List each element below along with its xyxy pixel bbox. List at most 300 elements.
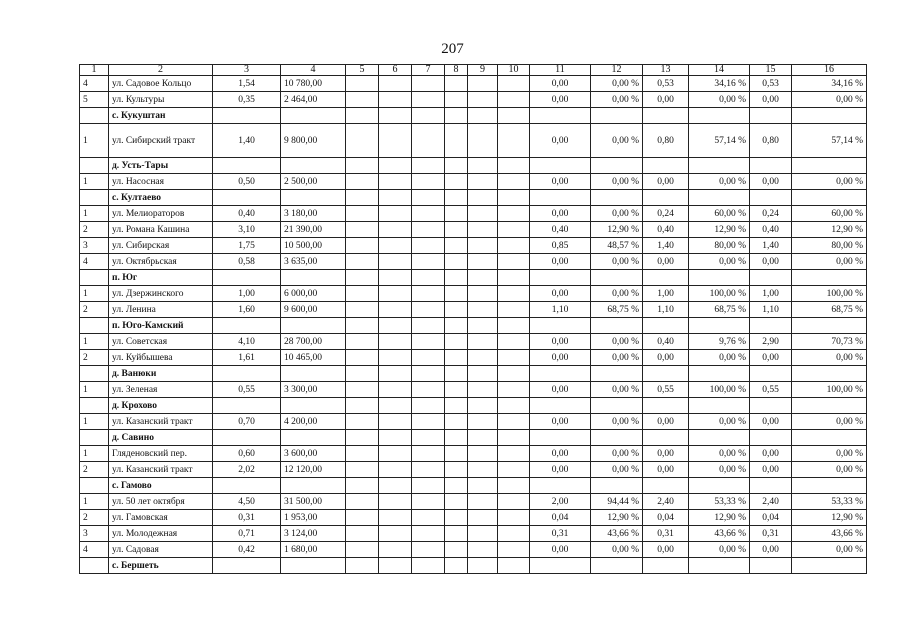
length: 2,02: [213, 462, 281, 478]
table-row: [80, 286, 867, 302]
col7: [412, 462, 445, 478]
row-number: 2: [80, 350, 109, 366]
col9: [468, 302, 498, 318]
empty-cell: [498, 190, 530, 206]
length: 0,60: [213, 446, 281, 462]
table-row: [80, 238, 867, 254]
col11: 0,00: [530, 542, 591, 558]
empty-cell: [468, 430, 498, 446]
col15: 0,00: [750, 414, 792, 430]
length: 1,60: [213, 302, 281, 318]
col11: 0,00: [530, 462, 591, 478]
column-header-10: 10: [498, 65, 530, 76]
empty-cell: [498, 318, 530, 334]
empty-cell: [792, 430, 867, 446]
street-name: ул. Казанский тракт: [109, 462, 213, 478]
section-row: [80, 366, 867, 382]
empty-cell: [643, 108, 689, 124]
col7: [412, 124, 445, 158]
col11: 0,00: [530, 254, 591, 270]
cost: 1 680,00: [281, 542, 346, 558]
empty-cell: [530, 430, 591, 446]
empty-cell: [281, 478, 346, 494]
table-row: [80, 350, 867, 366]
col15: 0,00: [750, 542, 792, 558]
col14: 34,16 %: [689, 76, 750, 92]
section-name: д. Савино: [109, 430, 213, 446]
col12: 0,00 %: [591, 76, 643, 92]
col9: [468, 462, 498, 478]
row-number: 2: [80, 510, 109, 526]
cost: 12 120,00: [281, 462, 346, 478]
col8: [445, 238, 468, 254]
col12: 12,90 %: [591, 510, 643, 526]
col13: 1,10: [643, 302, 689, 318]
row-number: 1: [80, 414, 109, 430]
section-name: с. Култаево: [109, 190, 213, 206]
length: 0,42: [213, 542, 281, 558]
empty-cell: [643, 190, 689, 206]
col13: 0,31: [643, 526, 689, 542]
col10: [498, 446, 530, 462]
col9: [468, 510, 498, 526]
empty-cell: [750, 398, 792, 414]
column-header-6: 6: [379, 65, 412, 76]
col10: [498, 494, 530, 510]
col7: [412, 350, 445, 366]
col12: 0,00 %: [591, 414, 643, 430]
col16: 80,00 %: [792, 238, 867, 254]
empty-cell: [412, 430, 445, 446]
col9: [468, 334, 498, 350]
cost: 3 180,00: [281, 206, 346, 222]
col8: [445, 206, 468, 222]
empty-cell: [346, 158, 379, 174]
col10: [498, 222, 530, 238]
cost: 28 700,00: [281, 334, 346, 350]
col5: [346, 350, 379, 366]
table-row: [80, 124, 867, 158]
empty-cell: [346, 430, 379, 446]
empty-cell: [750, 366, 792, 382]
column-header-2: 2: [109, 65, 213, 76]
street-name: ул. Казанский тракт: [109, 414, 213, 430]
col6: [379, 494, 412, 510]
cost: 9 800,00: [281, 124, 346, 158]
col15: 0,40: [750, 222, 792, 238]
cost: 3 300,00: [281, 382, 346, 398]
col9: [468, 350, 498, 366]
street-name: ул. Мелиораторов: [109, 206, 213, 222]
empty-cell: [445, 398, 468, 414]
col13: 0,00: [643, 446, 689, 462]
empty-cell: [498, 158, 530, 174]
section-name: п. Юг: [109, 270, 213, 286]
col14: 60,00 %: [689, 206, 750, 222]
section-name: с. Кукуштан: [109, 108, 213, 124]
col13: 0,00: [643, 350, 689, 366]
empty-cell: [412, 318, 445, 334]
col5: [346, 526, 379, 542]
cost: 6 000,00: [281, 286, 346, 302]
empty-cell: [689, 270, 750, 286]
table-body: [80, 65, 867, 574]
col5: [346, 462, 379, 478]
empty-cell: [346, 270, 379, 286]
empty-cell: [530, 398, 591, 414]
col9: [468, 526, 498, 542]
length: 1,61: [213, 350, 281, 366]
col14: 0,00 %: [689, 462, 750, 478]
empty-cell: [689, 366, 750, 382]
column-header-12: 12: [591, 65, 643, 76]
empty-cell: [591, 318, 643, 334]
empty-cell: [591, 398, 643, 414]
section-name: п. Юго-Камский: [109, 318, 213, 334]
col13: 0,80: [643, 124, 689, 158]
col10: [498, 92, 530, 108]
col9: [468, 542, 498, 558]
col16: 60,00 %: [792, 206, 867, 222]
col7: [412, 76, 445, 92]
col8: [445, 446, 468, 462]
empty-cell: [750, 558, 792, 574]
table-row: [80, 222, 867, 238]
empty-cell: [445, 190, 468, 206]
col6: [379, 286, 412, 302]
table-row: [80, 76, 867, 92]
empty-cell: [379, 366, 412, 382]
column-header-4: 4: [281, 65, 346, 76]
col14: 0,00 %: [689, 92, 750, 108]
col10: [498, 302, 530, 318]
col14: 0,00 %: [689, 542, 750, 558]
street-name: ул. Сибирская: [109, 238, 213, 254]
col16: 0,00 %: [792, 92, 867, 108]
col12: 0,00 %: [591, 254, 643, 270]
empty-cell: [346, 318, 379, 334]
section-index-cell: [80, 366, 109, 382]
empty-cell: [412, 190, 445, 206]
length: 1,00: [213, 286, 281, 302]
col13: 0,53: [643, 76, 689, 92]
col7: [412, 494, 445, 510]
empty-cell: [498, 430, 530, 446]
row-number: 4: [80, 254, 109, 270]
col15: 1,10: [750, 302, 792, 318]
section-index-cell: [80, 190, 109, 206]
col12: 0,00 %: [591, 462, 643, 478]
street-name: ул. Зеленая: [109, 382, 213, 398]
row-number: 3: [80, 238, 109, 254]
col7: [412, 302, 445, 318]
table-row: [80, 206, 867, 222]
empty-cell: [213, 108, 281, 124]
empty-cell: [379, 108, 412, 124]
col13: 1,00: [643, 286, 689, 302]
col16: 100,00 %: [792, 286, 867, 302]
col7: [412, 238, 445, 254]
table-row: [80, 414, 867, 430]
empty-cell: [445, 270, 468, 286]
cost: 21 390,00: [281, 222, 346, 238]
col7: [412, 414, 445, 430]
empty-cell: [445, 158, 468, 174]
section-row: [80, 558, 867, 574]
length: 0,40: [213, 206, 281, 222]
column-header-row: [80, 65, 867, 76]
col5: [346, 124, 379, 158]
col12: 0,00 %: [591, 206, 643, 222]
col11: 0,85: [530, 238, 591, 254]
empty-cell: [689, 430, 750, 446]
col5: [346, 286, 379, 302]
cost: 4 200,00: [281, 414, 346, 430]
empty-cell: [281, 318, 346, 334]
street-name: ул. Культуры: [109, 92, 213, 108]
col6: [379, 510, 412, 526]
col8: [445, 92, 468, 108]
section-row: [80, 108, 867, 124]
col15: 0,00: [750, 254, 792, 270]
col12: 0,00 %: [591, 286, 643, 302]
col12: 0,00 %: [591, 350, 643, 366]
empty-cell: [468, 108, 498, 124]
empty-cell: [792, 478, 867, 494]
row-number: 1: [80, 124, 109, 158]
col12: 94,44 %: [591, 494, 643, 510]
col11: 0,00: [530, 446, 591, 462]
col9: [468, 206, 498, 222]
col15: 0,00: [750, 446, 792, 462]
length: 0,31: [213, 510, 281, 526]
empty-cell: [213, 398, 281, 414]
row-number: 5: [80, 92, 109, 108]
street-name: ул. Молодежная: [109, 526, 213, 542]
street-name: ул. 50 лет октября: [109, 494, 213, 510]
empty-cell: [445, 318, 468, 334]
col13: 0,55: [643, 382, 689, 398]
col16: 0,00 %: [792, 174, 867, 190]
empty-cell: [530, 318, 591, 334]
col10: [498, 526, 530, 542]
col8: [445, 124, 468, 158]
empty-cell: [281, 366, 346, 382]
empty-cell: [643, 318, 689, 334]
table-row: [80, 526, 867, 542]
col6: [379, 174, 412, 190]
street-name: ул. Дзержинского: [109, 286, 213, 302]
col16: 70,73 %: [792, 334, 867, 350]
col10: [498, 382, 530, 398]
col16: 0,00 %: [792, 446, 867, 462]
column-header-16: 16: [792, 65, 867, 76]
empty-cell: [412, 366, 445, 382]
row-number: 4: [80, 76, 109, 92]
col7: [412, 222, 445, 238]
col12: 0,00 %: [591, 382, 643, 398]
empty-cell: [379, 158, 412, 174]
empty-cell: [792, 270, 867, 286]
empty-cell: [445, 430, 468, 446]
col8: [445, 334, 468, 350]
col7: [412, 510, 445, 526]
empty-cell: [445, 366, 468, 382]
empty-cell: [281, 398, 346, 414]
empty-cell: [281, 108, 346, 124]
col7: [412, 542, 445, 558]
table-row: [80, 382, 867, 398]
col10: [498, 206, 530, 222]
col8: [445, 542, 468, 558]
col10: [498, 238, 530, 254]
empty-cell: [750, 190, 792, 206]
empty-cell: [498, 558, 530, 574]
col16: 34,16 %: [792, 76, 867, 92]
col12: 68,75 %: [591, 302, 643, 318]
col14: 43,66 %: [689, 526, 750, 542]
empty-cell: [643, 270, 689, 286]
col13: 0,40: [643, 334, 689, 350]
col8: [445, 414, 468, 430]
col11: 0,00: [530, 206, 591, 222]
col6: [379, 254, 412, 270]
empty-cell: [591, 430, 643, 446]
col9: [468, 494, 498, 510]
col6: [379, 382, 412, 398]
empty-cell: [750, 430, 792, 446]
col12: 43,66 %: [591, 526, 643, 542]
col9: [468, 238, 498, 254]
length: 0,55: [213, 382, 281, 398]
empty-cell: [591, 558, 643, 574]
col11: 0,04: [530, 510, 591, 526]
col5: [346, 254, 379, 270]
empty-cell: [346, 366, 379, 382]
col6: [379, 542, 412, 558]
empty-cell: [412, 398, 445, 414]
col14: 12,90 %: [689, 222, 750, 238]
empty-cell: [412, 558, 445, 574]
col10: [498, 334, 530, 350]
empty-cell: [689, 158, 750, 174]
empty-cell: [530, 190, 591, 206]
empty-cell: [468, 398, 498, 414]
empty-cell: [379, 430, 412, 446]
col8: [445, 222, 468, 238]
section-index-cell: [80, 108, 109, 124]
table-row: [80, 446, 867, 462]
empty-cell: [643, 478, 689, 494]
col11: 1,10: [530, 302, 591, 318]
row-number: 3: [80, 526, 109, 542]
col6: [379, 526, 412, 542]
row-number: 1: [80, 174, 109, 190]
col10: [498, 254, 530, 270]
col5: [346, 382, 379, 398]
col10: [498, 510, 530, 526]
table-row: [80, 302, 867, 318]
empty-cell: [379, 478, 412, 494]
empty-cell: [498, 108, 530, 124]
length: 0,70: [213, 414, 281, 430]
col13: 0,00: [643, 462, 689, 478]
col6: [379, 414, 412, 430]
col5: [346, 206, 379, 222]
row-number: 1: [80, 206, 109, 222]
length: 3,10: [213, 222, 281, 238]
col9: [468, 76, 498, 92]
column-header-1: 1: [80, 65, 109, 76]
col16: 0,00 %: [792, 254, 867, 270]
cost: 31 500,00: [281, 494, 346, 510]
col15: 1,00: [750, 286, 792, 302]
col9: [468, 446, 498, 462]
table-row: [80, 510, 867, 526]
col14: 0,00 %: [689, 254, 750, 270]
street-name: ул. Садовая: [109, 542, 213, 558]
col9: [468, 382, 498, 398]
empty-cell: [281, 158, 346, 174]
col15: 0,53: [750, 76, 792, 92]
length: 4,50: [213, 494, 281, 510]
row-number: 4: [80, 542, 109, 558]
section-row: [80, 190, 867, 206]
col16: 43,66 %: [792, 526, 867, 542]
empty-cell: [792, 366, 867, 382]
empty-cell: [530, 366, 591, 382]
col15: 0,00: [750, 350, 792, 366]
col16: 12,90 %: [792, 222, 867, 238]
col16: 0,00 %: [792, 350, 867, 366]
empty-cell: [530, 158, 591, 174]
col10: [498, 174, 530, 190]
column-header-8: 8: [445, 65, 468, 76]
col13: 0,00: [643, 254, 689, 270]
street-name: ул. Гамовская: [109, 510, 213, 526]
empty-cell: [445, 558, 468, 574]
col8: [445, 526, 468, 542]
cost: 3 635,00: [281, 254, 346, 270]
col15: 0,24: [750, 206, 792, 222]
col12: 0,00 %: [591, 92, 643, 108]
empty-cell: [750, 478, 792, 494]
col8: [445, 254, 468, 270]
col13: 0,00: [643, 414, 689, 430]
empty-cell: [379, 398, 412, 414]
section-index-cell: [80, 398, 109, 414]
cost: 2 500,00: [281, 174, 346, 190]
table-row: [80, 494, 867, 510]
col9: [468, 174, 498, 190]
col6: [379, 334, 412, 350]
col5: [346, 494, 379, 510]
empty-cell: [445, 478, 468, 494]
col7: [412, 174, 445, 190]
empty-cell: [213, 366, 281, 382]
empty-cell: [689, 478, 750, 494]
empty-cell: [346, 478, 379, 494]
col7: [412, 382, 445, 398]
row-number: 2: [80, 462, 109, 478]
length: 0,35: [213, 92, 281, 108]
empty-cell: [213, 190, 281, 206]
empty-cell: [750, 318, 792, 334]
row-number: 2: [80, 302, 109, 318]
col9: [468, 286, 498, 302]
length: 0,50: [213, 174, 281, 190]
col8: [445, 174, 468, 190]
